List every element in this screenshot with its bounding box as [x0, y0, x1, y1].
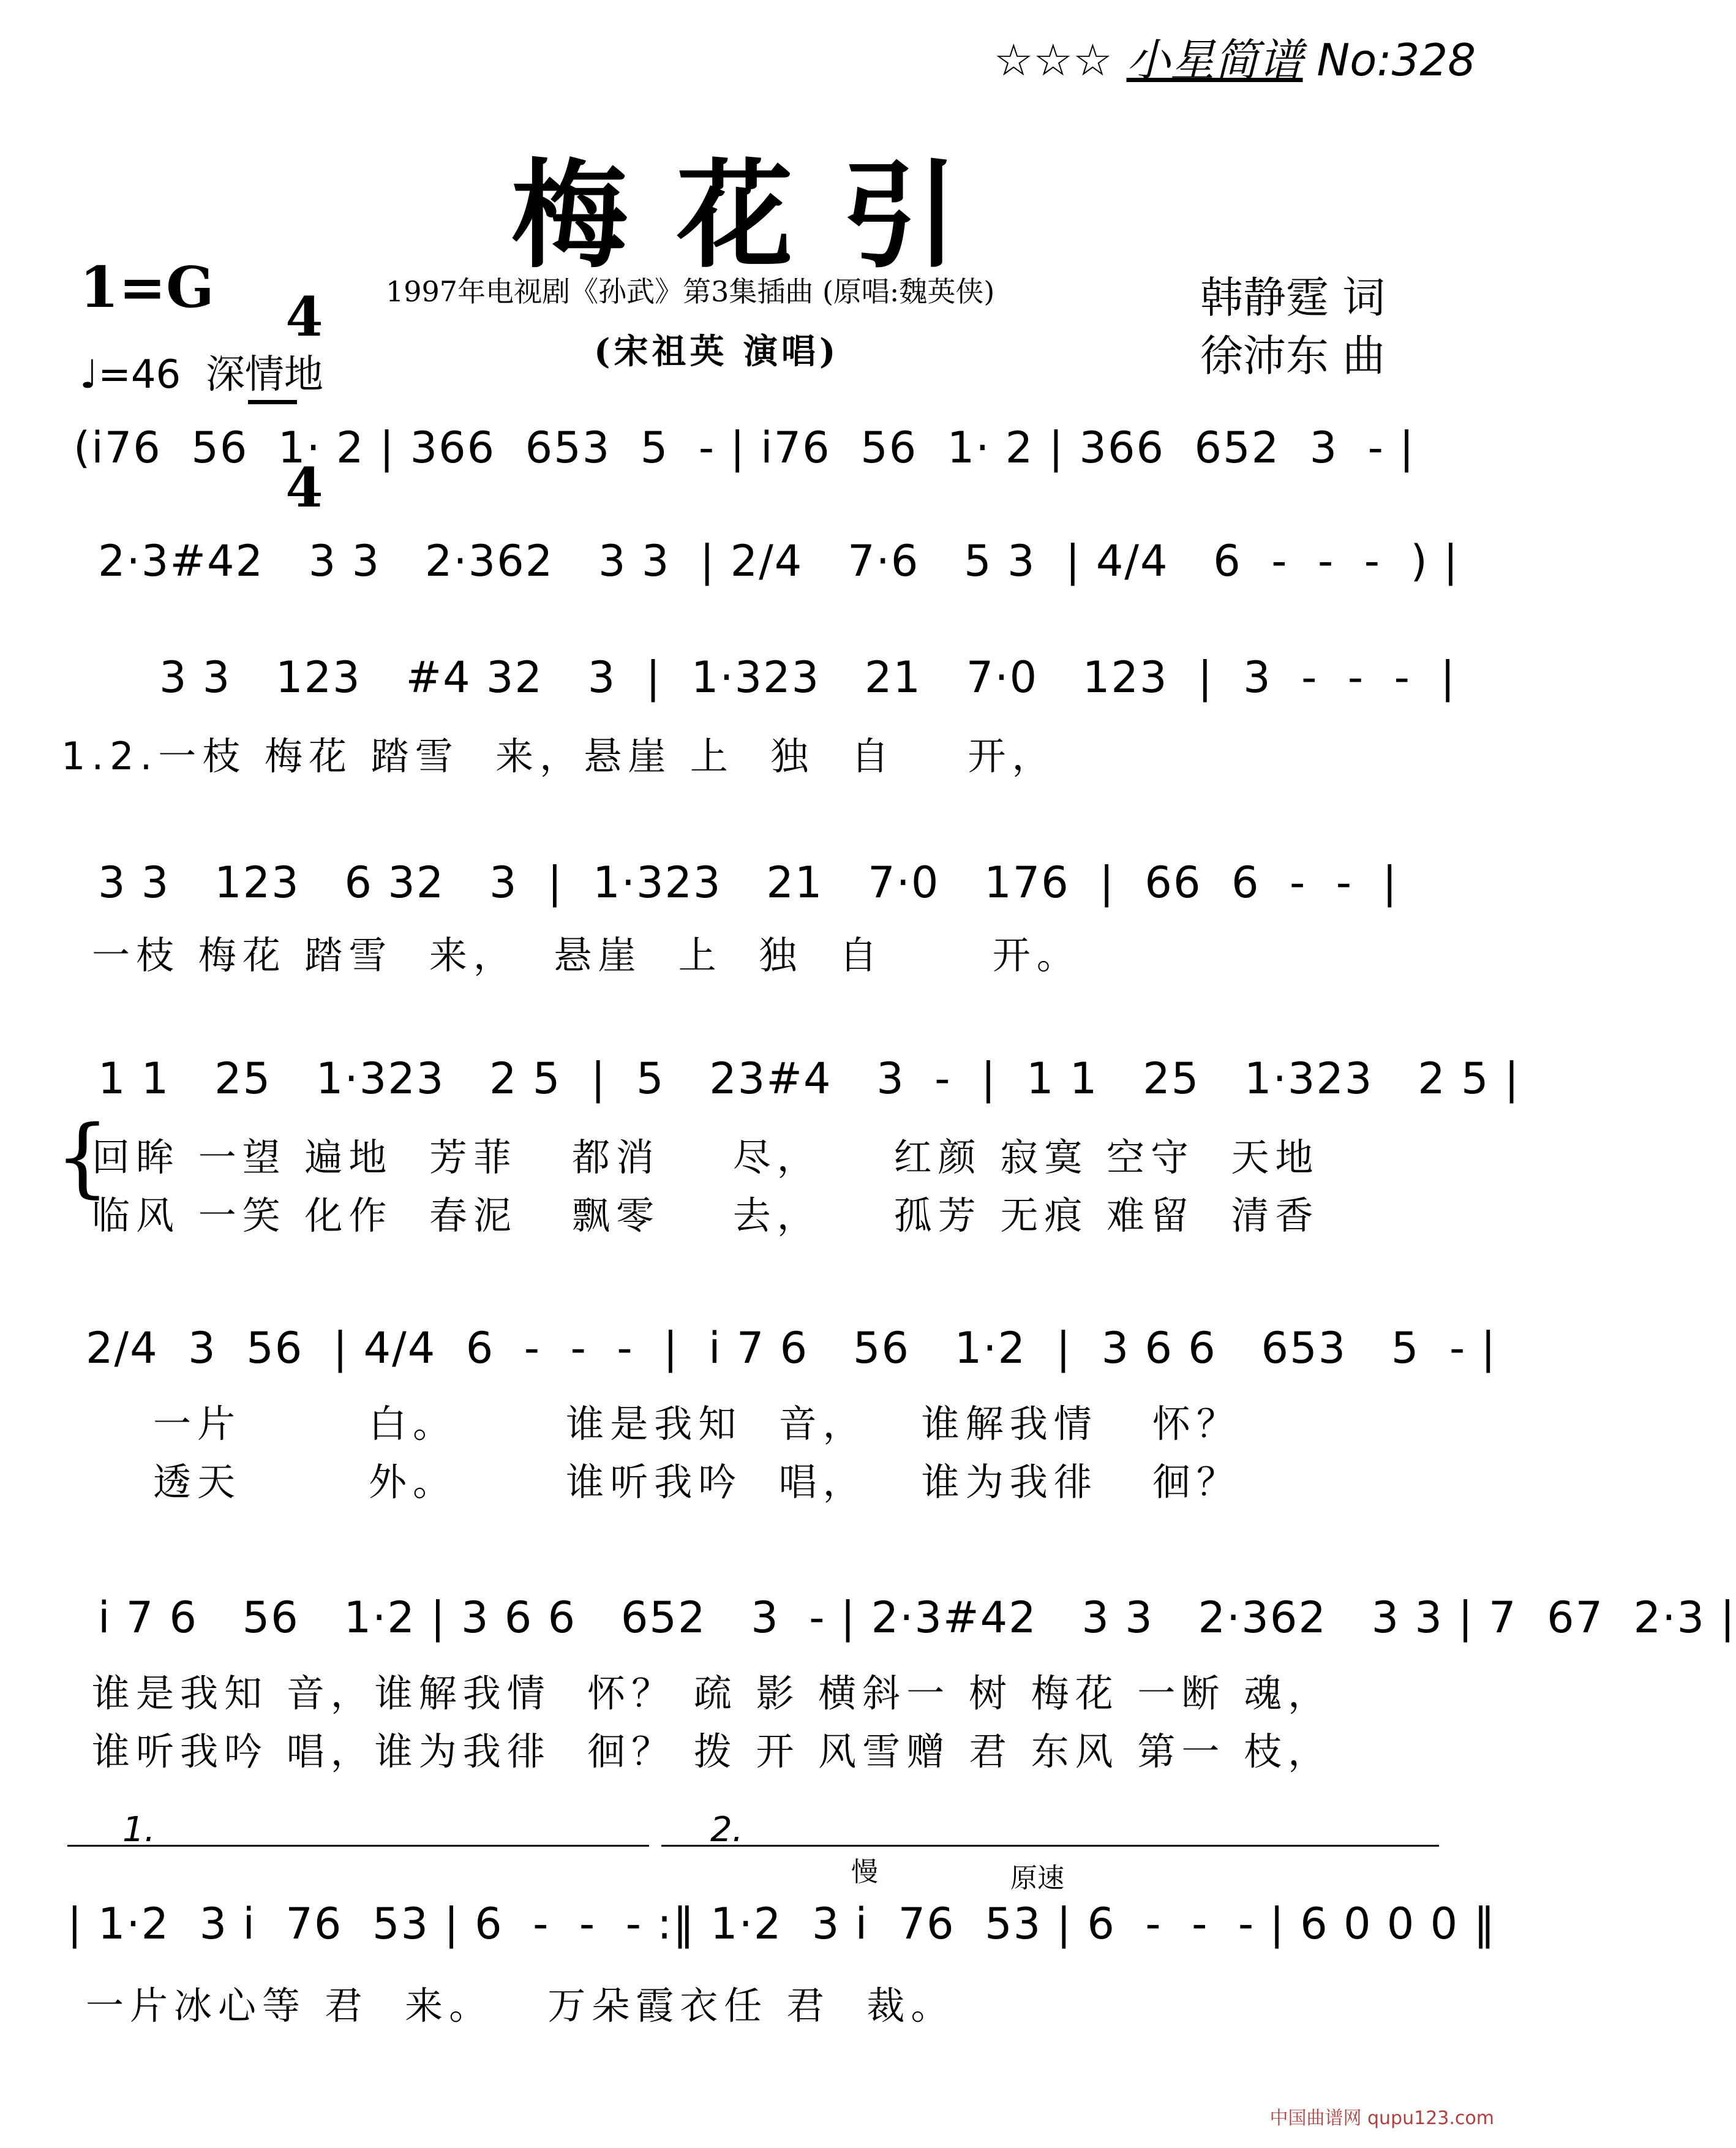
- score-line-4-lyrics: 一枝 梅花 踏雪 来， 悬崖 上 独 自 开。: [92, 933, 1081, 978]
- score-line-7-notes: i 7 6 56 1·2 | 3 6 6 652 3 - | 2·3#42 3 3 2·362 3 3 | 7 67 2·3 |: [98, 1592, 1736, 1643]
- score-number: No:328: [1317, 34, 1476, 86]
- score-line-1-notes: (i76 56 1· 2 | 366 653 5 - | i76 56 1· 2 | 366 652 3 - |: [73, 423, 1415, 473]
- singer: (宋祖英 演唱): [594, 331, 840, 372]
- tempo-marking: ♩=46 深情地: [80, 352, 323, 398]
- slow-marking: 慢: [851, 1856, 878, 1888]
- score-line-5-lyrics-verse-1: 回眸 一望 遍地 芳菲 都消 尽， 红颜 寂寞 空守 天地: [92, 1135, 1320, 1180]
- score-line-3-lyrics: 1.2.一枝 梅花 踏雪 来，悬崖 上 独 自 开，: [61, 734, 1056, 778]
- volta-2-label: 2.: [710, 1810, 743, 1850]
- score-line-2-notes: 2·3#42 3 3 2·362 3 3 | 2/4 7·6 5 3 | 4/4 6 - - - ) |: [98, 536, 1459, 586]
- score-line-5-notes: 1 1 25 1·323 2 5 | 5 23#4 3 - | 1 1 25 1·323 2 5 |: [98, 1053, 1520, 1104]
- time-divider: [248, 400, 297, 404]
- score-line-7-lyrics-verse-1: 谁是我知 音，谁解我情 怀？ 疏 影 横斜一 树 梅花 一断 魂，: [92, 1671, 1332, 1716]
- time-denominator: 4: [285, 456, 323, 519]
- song-title: 梅花引: [511, 147, 1007, 284]
- volta-2-bracket: [661, 1845, 1439, 1847]
- lyricist-credit: 韩静霆 词: [1200, 273, 1386, 323]
- score-line-3-notes: 3 3 123 #4 32 3 | 1·323 21 7·0 123 | 3 - - - |: [159, 652, 1456, 703]
- score-line-5-lyrics-verse-2: 临风 一笑 化作 春泥 飘零 去， 孤芳 无痕 难留 清香: [92, 1193, 1320, 1238]
- time-numerator: 4: [285, 285, 323, 349]
- score-line-6-notes: 2/4 3 56 | 4/4 6 - - - | i 7 6 56 1·2 | 3 6 6 653 5 - |: [86, 1323, 1497, 1373]
- score-line-8-notes: | 1·2 3 i 76 53 | 6 - - - :‖ 1·2 3 i 76 53 | 6 - - - | 6 0 0 0 ‖: [67, 1899, 1497, 1949]
- original-tempo-marking: 原速: [1010, 1863, 1064, 1894]
- score-line-6-lyrics-verse-2: 透天 外。 谁听我吟 唱， 谁为我徘 徊？: [153, 1460, 1241, 1504]
- header-tag: [994, 24, 1476, 88]
- volta-1-label: 1.: [122, 1810, 156, 1850]
- score-line-6-lyrics-verse-1: 一片 白。 谁是我知 音， 谁解我情 怀？: [153, 1401, 1241, 1446]
- verse-brace: {: [55, 1107, 110, 1207]
- composer-credit: 徐沛东 曲: [1200, 331, 1386, 381]
- score-line-8-lyrics: 一片冰心等 君 来。 万朵霞衣任 君 裁。: [86, 1983, 955, 2028]
- site-name: 小星简谱: [1126, 34, 1303, 86]
- subtitle: 1997年电视剧《孙武》第3集插曲 (原唱:魏英侠): [386, 275, 995, 308]
- stars: ☆☆☆: [993, 34, 1113, 86]
- key-signature: 1=G: [80, 254, 214, 320]
- footer-watermark: 中国曲谱网 qupu123.com: [1269, 2108, 1494, 2129]
- score-line-4-notes: 3 3 123 6 32 3 | 1·323 21 7·0 176 | 66 6 - - |: [98, 857, 1399, 908]
- score-line-7-lyrics-verse-2: 谁听我吟 唱，谁为我徘 徊？ 拨 开 风雪赠 君 东风 第一 枝，: [92, 1729, 1332, 1774]
